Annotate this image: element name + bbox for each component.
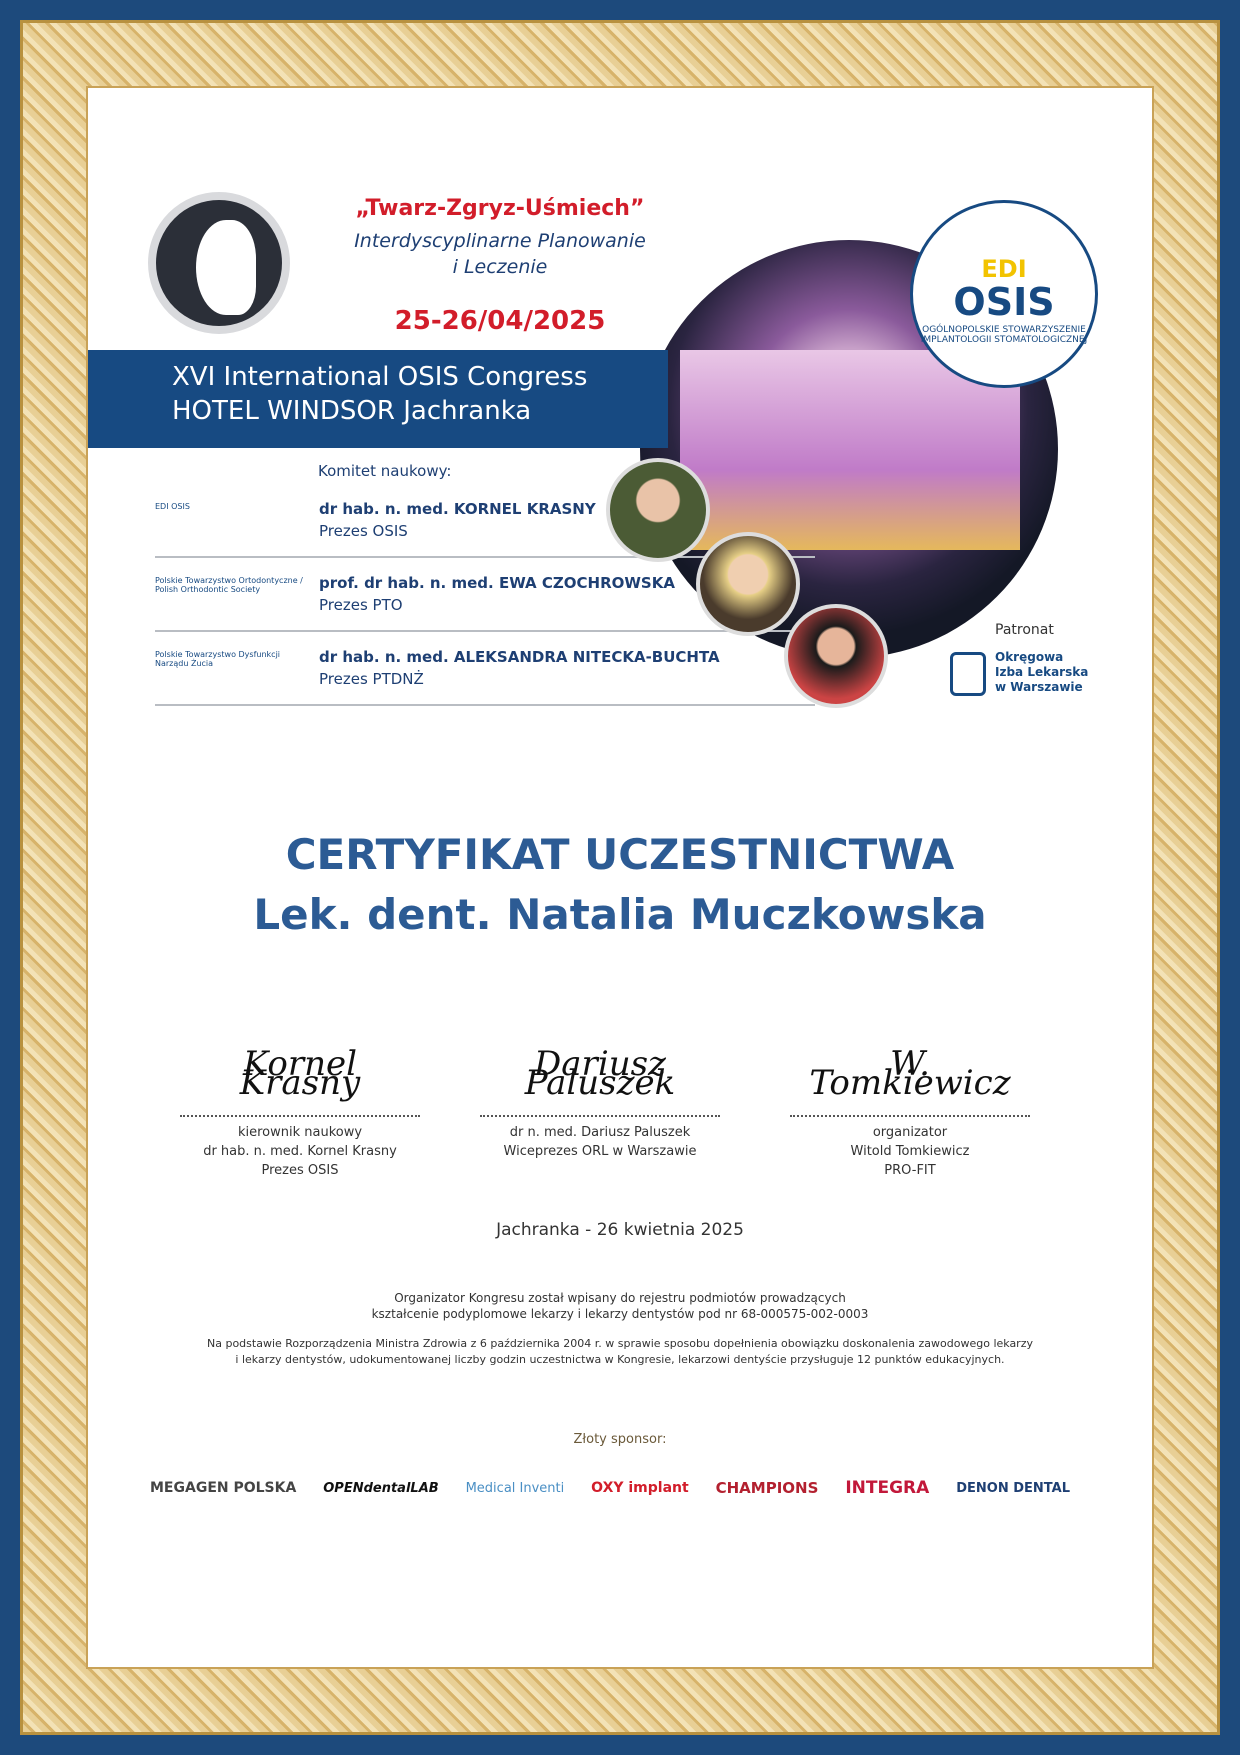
sponsor-logo: INTEGRA (845, 1478, 930, 1498)
signature-block: Dariusz Paluszek dr n. med. Dariusz Paluszek Wiceprezes ORL w Warszawie (480, 1055, 720, 1161)
place-date: Jachranka - 26 kwietnia 2025 (496, 1220, 744, 1240)
sponsor-logo: Medical Inventi (465, 1480, 565, 1496)
sponsor-logo: OXY implant (591, 1480, 689, 1496)
committee-member: Polskie Towarzystwo Ortodontyczne / Polish Orthodontic Society prof. dr hab. n. med. EWA CZOCHROWSKA Prezes PTO (155, 558, 815, 632)
points-note: Na podstawie Rozporządzenia Ministra Zdrowia z 6 października 2004 r. w sprawie sposobu dopełnienia obowiązku doskonalenia zawodowego lekarzy i lekarzy dentystów, udokumentowanej liczby godzin uczestnictwa w Kongresie, lekarzowi dentyście przysługuje 12 punktów edukacyjnych. (207, 1337, 1033, 1366)
sponsor-logo: MEGAGEN POLSKA (150, 1480, 297, 1496)
slogan: „Twarz-Zgryz-Uśmiech” (355, 196, 645, 221)
signature-block: W. Tomkiewicz organizator Witold Tomkiewicz PRO-FIT (790, 1055, 1030, 1180)
committee-member: Polskie Towarzystwo Dysfunkcji Narządu Żucia dr hab. n. med. ALEKSANDRA NITECKA-BUCHTA Prezes PTDNŻ (155, 632, 815, 706)
registry-note: Organizator Kongresu został wpisany do rejestru podmiotów prowadzących kształcenie podyplomowe lekarzy i lekarzy dentystów pod nr 68-000575-002-0003 (371, 1291, 869, 1321)
sponsor-logo: CHAMPIONS (715, 1479, 819, 1497)
committee-label: Komitet naukowy: (318, 462, 452, 480)
congress-date: 25-26/04/2025 (394, 306, 606, 336)
signature-block: Kornel Krasny kierownik naukowy dr hab. n. med. Kornel Krasny Prezes OSIS (180, 1055, 420, 1180)
sponsor-logo: DENON DENTAL (956, 1480, 1070, 1496)
patronage-label: Patronat (995, 622, 1054, 638)
sponsor-logos (150, 1478, 1070, 1498)
avatar (606, 458, 710, 562)
osis-face-logo (148, 192, 290, 334)
congress-band: XVI International OSIS Congress HOTEL WINDSOR Jachranka (88, 350, 668, 448)
committee-member: EDI OSIS dr hab. n. med. KORNEL KRASNY Prezes OSIS (155, 484, 815, 558)
certificate-title: CERTYFIKAT UCZESTNICTWA (285, 830, 955, 879)
subtitle: Interdyscyplinarne Planowanie i Leczenie (354, 230, 646, 278)
recipient-name: Lek. dent. Natalia Muczkowska (253, 890, 987, 939)
avatar (696, 532, 800, 636)
sponsor-logo: OPENdentalLAB (323, 1480, 439, 1496)
sponsor-label: Złoty sponsor: (573, 1432, 667, 1447)
oil-logo: Okręgowa Izba Lekarska w Warszawie (955, 650, 1088, 695)
edi-osis-seal: EDI OSIS OGÓLNOPOLSKIE STOWARZYSZENIE IMPLANTOLOGII STOMATOLOGICZNEJ (910, 200, 1098, 388)
avatar (784, 604, 888, 708)
